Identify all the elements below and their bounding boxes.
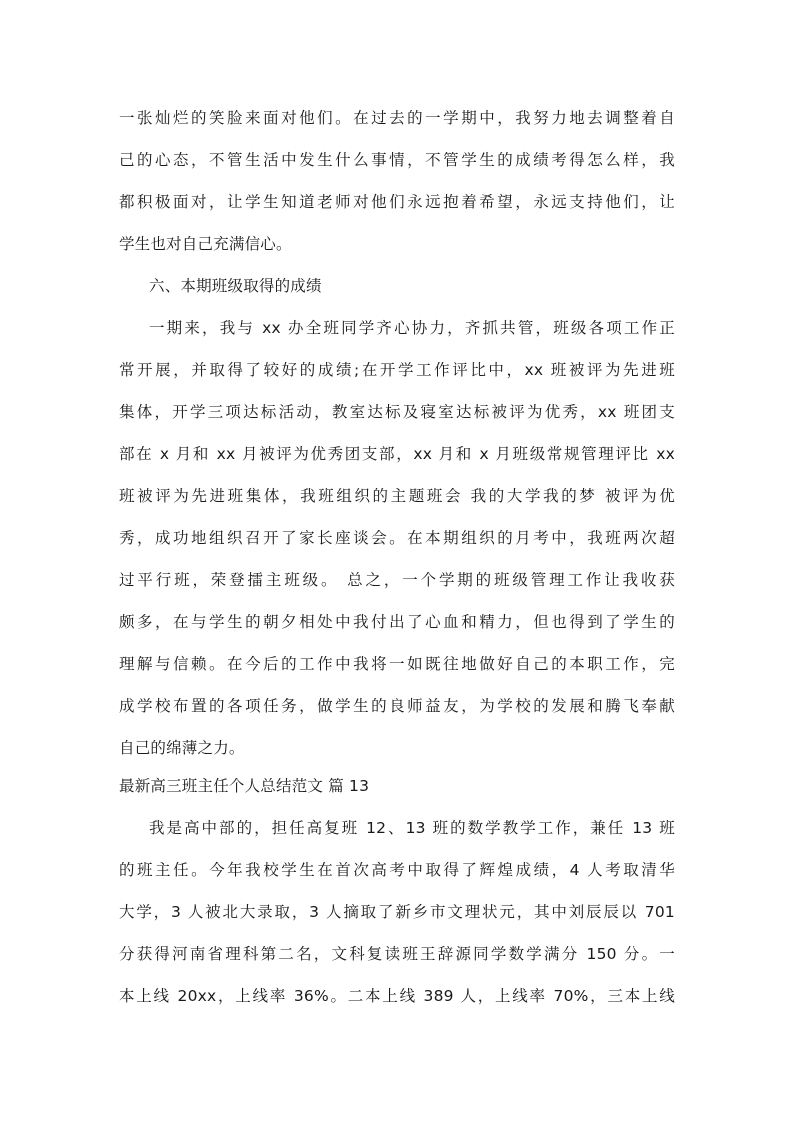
text-line: 一期来，我与 xx 办全班同学齐心协力，齐抓共管，班级各项工作正 — [149, 319, 675, 337]
text-line: 我是高中部的，担任高复班 12、13 班的数学教学工作，兼任 13 班 — [149, 819, 675, 837]
text-line: 学生也对自己充满信心。 — [119, 235, 292, 253]
text-line: 本上线 20xx，上线率 36%。二本上线 389 人，上线率 70%，三本上线 — [119, 987, 675, 1005]
text-line: 成学校布置的各项任务，做学生的良师益友，为学校的发展和腾飞奉献 — [119, 697, 675, 715]
section-heading: 六、本期班级取得的成绩 — [149, 277, 322, 295]
text-line: 的班主任。今年我校学生在首次高考中取得了辉煌成绩，4 人考取清华 — [119, 861, 675, 879]
text-line: 己的心态，不管生活中发生什么事情，不管学生的成绩考得怎么样，我 — [119, 151, 675, 169]
text-line: 大学，3 人被北大录取，3 人摘取了新乡市文理状元，其中刘辰辰以 701 — [119, 903, 675, 921]
text-line: 班被评为先进班集体，我班组织的主题班会 我的大学我的梦 被评为优 — [119, 487, 675, 505]
text-line: 分获得河南省理科第二名，文科复读班王辞源同学数学满分 150 分。一 — [119, 945, 675, 963]
text-line: 常开展，并取得了较好的成绩;在开学工作评比中，xx 班被评为先进班 — [119, 361, 675, 379]
text-line: 理解与信赖。在今后的工作中我将一如既往地做好自己的本职工作，完 — [119, 655, 675, 673]
text-line: 都积极面对，让学生知道老师对他们永远抱着希望，永远支持他们，让 — [119, 193, 675, 211]
article-title: 最新高三班主任个人总结范文 篇 13 — [119, 777, 370, 795]
text-line: 一张灿烂的笑脸来面对他们。在过去的一学期中，我努力地去调整着自 — [119, 109, 675, 127]
text-line: 颇多，在与学生的朝夕相处中我付出了心血和精力，但也得到了学生的 — [119, 613, 675, 631]
text-line: 自己的绵薄之力。 — [119, 739, 245, 757]
text-line: 部在 x 月和 xx 月被评为优秀团支部，xx 月和 x 月班级常规管理评比 xx — [119, 445, 675, 463]
text-line: 秀，成功地组织召开了家长座谈会。在本期组织的月考中，我班两次超 — [119, 529, 675, 547]
text-line: 集体，开学三项达标活动，教室达标及寝室达标被评为优秀，xx 班团支 — [119, 403, 675, 421]
text-line: 过平行班，荣登擂主班级。 总之，一个学期的班级管理工作让我收获 — [119, 571, 675, 589]
